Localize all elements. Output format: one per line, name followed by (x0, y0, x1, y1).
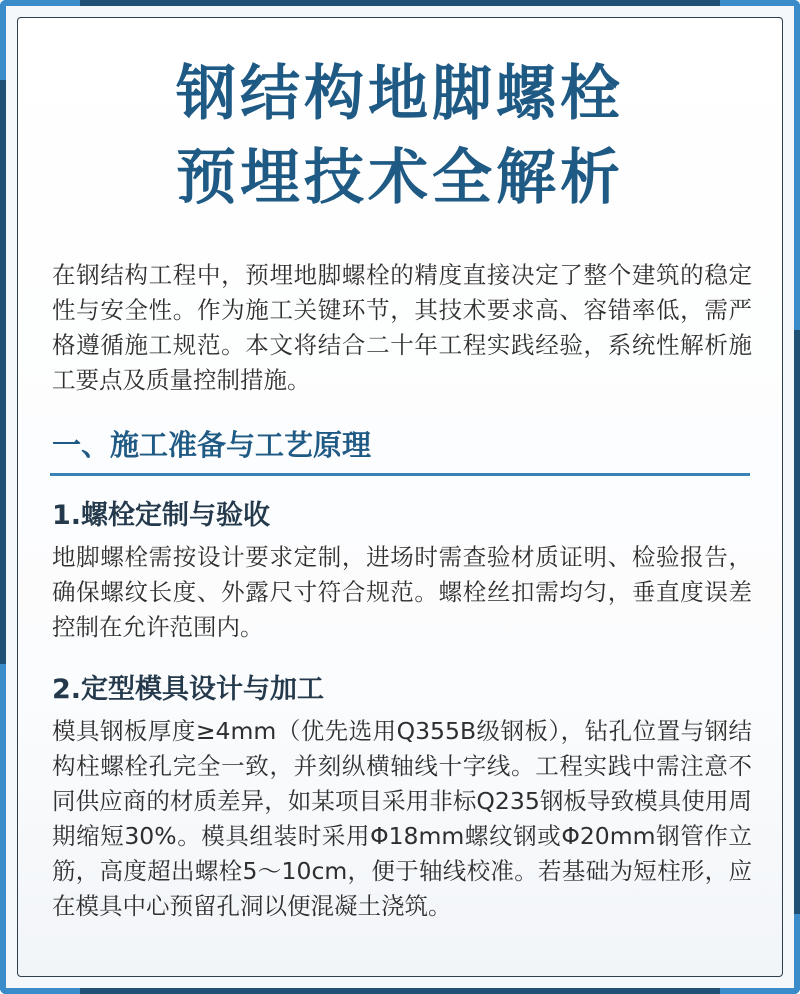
section-divider (50, 473, 750, 476)
frame-accent-top-left (0, 0, 80, 6)
subsection-heading-2: 2.定型模具设计与加工 (52, 674, 325, 705)
subsection-body-2: 模具钢板厚度≥4mm（优先选用Q355B级钢板），钻孔位置与钢结构柱螺栓孔完全一致，并刻纵横轴线十字线。工程实践中需注意不同供应商的材质差异，如某项目采用非标Q235钢板导致模具使用周期缩短30%。模具组装时采用Φ18mm螺纹钢或Φ20mm钢管作立筋，高度超出螺栓5～10cm，便于轴线校准。若基础为短柱形，应在模具中心预留孔洞以便混凝土浇筑。 (52, 717, 752, 920)
frame-accent-bottom-left-vertical (0, 664, 6, 994)
frame-accent-bottom-left (0, 988, 80, 994)
subsection-body-1: 地脚螺栓需按设计要求定制，进场时需查验材质证明、检验报告，确保螺纹长度、外露尺寸符合规范。螺栓丝扣需均匀，垂直度误差控制在允许范围内。 (52, 543, 752, 641)
frame-accent-bottom-right-vertical (794, 914, 800, 994)
intro-paragraph: 在钢结构工程中，预埋地脚螺栓的精度直接决定了整个建筑的稳定性与安全性。作为施工关键环节，其技术要求高、容错率低，需严格遵循施工规范。本文将结合二十年工程实践经验，系统性解析施工要点及质量控制措施。 (52, 261, 752, 394)
subsection-heading-1: 1.螺栓定制与验收 (52, 500, 271, 531)
frame-accent-bottom-right (720, 988, 800, 994)
section-heading: 一、施工准备与工艺原理 (52, 428, 372, 462)
title-line-2: 预埋技术全解析 (176, 143, 624, 213)
frame-accent-top-right (720, 0, 800, 6)
page-title (0, 52, 800, 220)
title-line-1: 钢结构地脚螺栓 (176, 59, 624, 129)
